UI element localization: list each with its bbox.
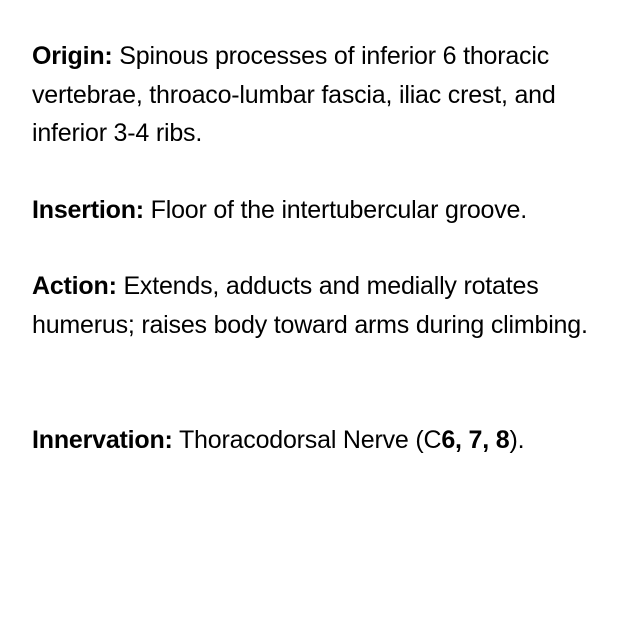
innervation-text-after: ). — [509, 426, 525, 454]
insertion-text: Floor of the intertubercular groove. — [143, 195, 527, 224]
insertion-paragraph — [32, 191, 592, 230]
origin-paragraph — [32, 37, 592, 153]
action-text: Extends, adducts and medially rotates humerus; raises body toward arms during climbing. — [32, 272, 588, 339]
insertion-label: Insertion: — [32, 195, 144, 224]
slide-content — [32, 37, 592, 460]
spacer — [32, 229, 592, 267]
action-label: Action: — [32, 272, 117, 300]
spacer — [32, 153, 592, 191]
innervation-label: Innervation: — [32, 426, 173, 454]
spacer — [32, 344, 592, 421]
action-paragraph — [32, 267, 592, 344]
innervation-text-before: Thoracodorsal Nerve (C — [172, 426, 442, 454]
innervation-spinal-levels: 6, 7, 8 — [441, 426, 510, 454]
origin-label: Origin: — [32, 42, 113, 70]
innervation-paragraph — [32, 421, 592, 460]
origin-text: Spinous processes of inferior 6 thoracic vertebrae, throaco-lumbar fascia, iliac crest, and inferior 3-4 ribs. — [32, 42, 556, 147]
